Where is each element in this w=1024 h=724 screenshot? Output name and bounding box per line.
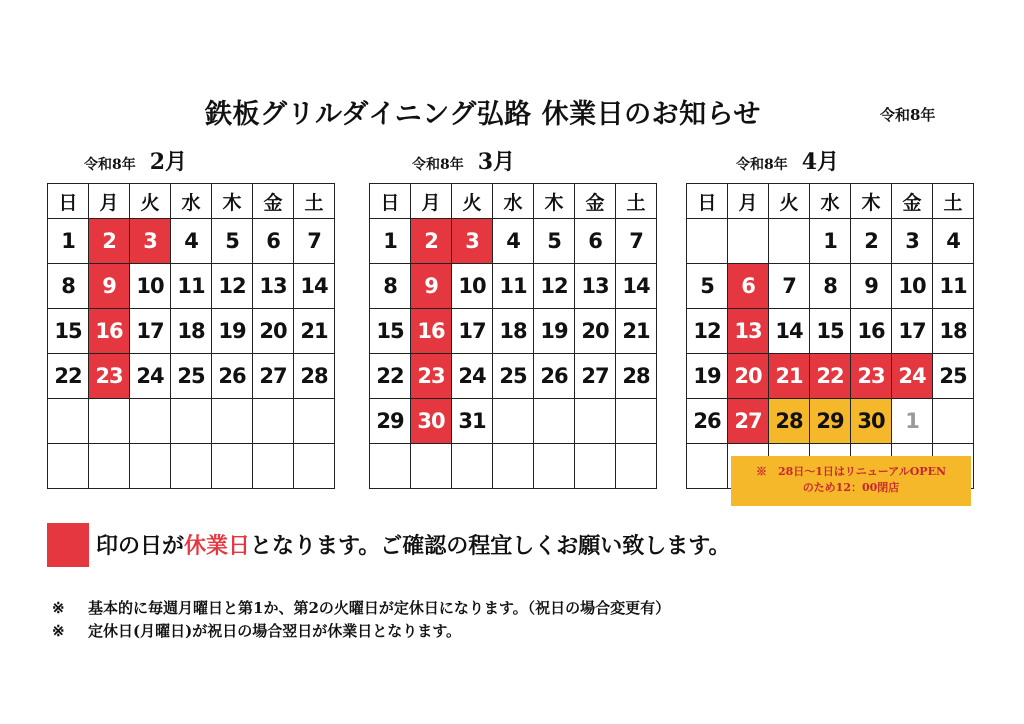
day-cell: 15 [810,309,851,354]
day-cell: 24 [892,354,933,399]
day-cell: 17 [892,309,933,354]
empty-day-cell [171,399,212,444]
weekday-label: 日 [48,184,89,219]
day-cell: 26 [687,399,728,444]
calendar-april [686,183,974,489]
day-cell: 15 [48,309,89,354]
day-cell: 20 [253,309,294,354]
day-cell: 20 [575,309,616,354]
footnote-text: 定休日(月曜日)が祝日の場合翌日が休業日となります。 [88,622,461,640]
empty-day-cell [411,444,452,489]
day-cell: 18 [171,309,212,354]
day-cell: 2 [851,219,892,264]
day-cell: 2 [411,219,452,264]
day-cell: 2 [89,219,130,264]
empty-day-cell [253,444,294,489]
day-cell: 5 [687,264,728,309]
month-header-feb [84,145,187,176]
month-header-apr [736,145,839,176]
day-cell: 22 [370,354,411,399]
footnote [52,597,670,618]
day-cell: 21 [769,354,810,399]
day-cell: 25 [171,354,212,399]
footnote-text: 基本的に毎週月曜日と第1か、第2の火曜日が定休日になります。（祝日の場合変更有） [88,599,671,617]
day-cell: 20 [728,354,769,399]
weekday-label: 金 [253,184,294,219]
week-row [687,309,974,354]
day-cell: 30 [411,399,452,444]
day-cell: 7 [294,219,335,264]
empty-day-cell [933,399,974,444]
footnote-mark: ※ [52,599,65,617]
legend-highlight: 休業日 [184,533,251,559]
weekday-label: 水 [493,184,534,219]
day-cell: 11 [933,264,974,309]
weekday-label: 土 [616,184,657,219]
week-row [687,354,974,399]
weekday-label: 木 [212,184,253,219]
empty-day-cell [616,399,657,444]
month-header-mar [412,145,515,176]
month-label: 3月 [477,149,516,175]
weekday-label: 木 [534,184,575,219]
day-cell: 17 [130,309,171,354]
month-era: 令和8年 [84,157,136,173]
weekday-label: 火 [452,184,493,219]
day-cell: 14 [294,264,335,309]
empty-day-cell [575,399,616,444]
day-cell: 16 [851,309,892,354]
day-cell: 4 [171,219,212,264]
month-label: 4月 [801,149,840,175]
week-row [370,219,657,264]
weekday-header-row [48,184,335,219]
day-cell: 16 [89,309,130,354]
weekday-label: 火 [769,184,810,219]
empty-day-cell [212,399,253,444]
day-cell: 28 [769,399,810,444]
day-cell: 1 [892,399,933,444]
day-cell: 30 [851,399,892,444]
week-row [48,354,335,399]
day-cell: 8 [48,264,89,309]
empty-day-cell [687,444,728,489]
weekday-label: 金 [892,184,933,219]
weekday-label: 日 [687,184,728,219]
day-cell: 25 [493,354,534,399]
day-cell: 29 [810,399,851,444]
day-cell: 10 [452,264,493,309]
day-cell: 1 [370,219,411,264]
day-cell: 1 [48,219,89,264]
empty-day-cell [48,399,89,444]
month-label: 2月 [149,149,188,175]
weekday-label: 月 [89,184,130,219]
empty-day-cell [687,219,728,264]
weekday-label: 日 [370,184,411,219]
legend-text [96,529,731,560]
day-cell: 23 [89,354,130,399]
day-cell: 22 [810,354,851,399]
week-row [687,264,974,309]
day-cell: 9 [411,264,452,309]
day-cell: 12 [212,264,253,309]
empty-day-cell [48,444,89,489]
day-cell: 13 [575,264,616,309]
empty-day-cell [575,444,616,489]
day-cell: 5 [534,219,575,264]
empty-day-cell [89,399,130,444]
weekday-header-row [370,184,657,219]
day-cell: 22 [48,354,89,399]
weekday-label: 月 [411,184,452,219]
day-cell: 5 [212,219,253,264]
week-row [370,444,657,489]
empty-day-cell [452,444,493,489]
day-cell: 24 [452,354,493,399]
calendar-march [369,183,657,489]
week-row [370,309,657,354]
day-cell: 6 [728,264,769,309]
day-cell: 1 [810,219,851,264]
day-cell: 31 [452,399,493,444]
empty-day-cell [493,399,534,444]
day-cell: 19 [534,309,575,354]
month-era: 令和8年 [736,157,788,173]
empty-day-cell [534,444,575,489]
era-year: 令和8年 [880,106,936,124]
day-cell: 28 [616,354,657,399]
day-cell: 9 [851,264,892,309]
week-row [370,354,657,399]
renewal-note-line: ※ 28日～1日はリニューアルOPEN [755,465,947,478]
week-row [48,309,335,354]
weekday-label: 土 [294,184,335,219]
week-row [687,399,974,444]
day-cell: 13 [253,264,294,309]
footnote [52,620,461,641]
day-cell: 19 [212,309,253,354]
day-cell: 7 [616,219,657,264]
day-cell: 25 [933,354,974,399]
day-cell: 13 [728,309,769,354]
month-era: 令和8年 [412,157,464,173]
renewal-note [731,456,971,506]
day-cell: 26 [212,354,253,399]
week-row [370,399,657,444]
day-cell: 23 [411,354,452,399]
day-cell: 4 [493,219,534,264]
day-cell: 29 [370,399,411,444]
calendar-february [47,183,335,489]
day-cell: 21 [616,309,657,354]
day-cell: 15 [370,309,411,354]
empty-day-cell [493,444,534,489]
day-cell: 18 [933,309,974,354]
footnote-mark: ※ [52,622,65,640]
empty-day-cell [728,219,769,264]
day-cell: 12 [534,264,575,309]
empty-day-cell [171,444,212,489]
day-cell: 27 [728,399,769,444]
empty-day-cell [130,399,171,444]
day-cell: 21 [294,309,335,354]
week-row [48,264,335,309]
page-title: 鉄板グリルダイニング弘路 休業日のお知らせ [205,99,761,130]
day-cell: 14 [616,264,657,309]
legend-pre: 印の日が [96,533,185,559]
weekday-label: 水 [171,184,212,219]
day-cell: 3 [892,219,933,264]
day-cell: 6 [575,219,616,264]
weekday-label: 月 [728,184,769,219]
day-cell: 23 [851,354,892,399]
legend-swatch [47,523,89,567]
day-cell: 19 [687,354,728,399]
week-row [48,444,335,489]
weekday-label: 木 [851,184,892,219]
day-cell: 24 [130,354,171,399]
day-cell: 18 [493,309,534,354]
weekday-label: 金 [575,184,616,219]
day-cell: 27 [253,354,294,399]
day-cell: 7 [769,264,810,309]
empty-day-cell [294,444,335,489]
week-row [48,399,335,444]
weekday-label: 火 [130,184,171,219]
day-cell: 27 [575,354,616,399]
empty-day-cell [253,399,294,444]
empty-day-cell [616,444,657,489]
week-row [687,219,974,264]
day-cell: 4 [933,219,974,264]
day-cell: 28 [294,354,335,399]
weekday-header-row [687,184,974,219]
day-cell: 6 [253,219,294,264]
empty-day-cell [130,444,171,489]
empty-day-cell [89,444,130,489]
weekday-label: 土 [933,184,974,219]
legend-post: となります。ご確認の程宜しくお願い致します。 [250,533,731,559]
empty-day-cell [370,444,411,489]
day-cell: 14 [769,309,810,354]
day-cell: 11 [171,264,212,309]
day-cell: 16 [411,309,452,354]
empty-day-cell [534,399,575,444]
day-cell: 11 [493,264,534,309]
week-row [48,219,335,264]
empty-day-cell [212,444,253,489]
week-row [370,264,657,309]
day-cell: 10 [130,264,171,309]
day-cell: 9 [89,264,130,309]
day-cell: 26 [534,354,575,399]
day-cell: 8 [810,264,851,309]
day-cell: 17 [452,309,493,354]
renewal-note-line: のため12：00閉店 [802,481,900,494]
weekday-label: 水 [810,184,851,219]
day-cell: 3 [452,219,493,264]
empty-day-cell [769,219,810,264]
day-cell: 12 [687,309,728,354]
day-cell: 10 [892,264,933,309]
day-cell: 8 [370,264,411,309]
empty-day-cell [294,399,335,444]
day-cell: 3 [130,219,171,264]
